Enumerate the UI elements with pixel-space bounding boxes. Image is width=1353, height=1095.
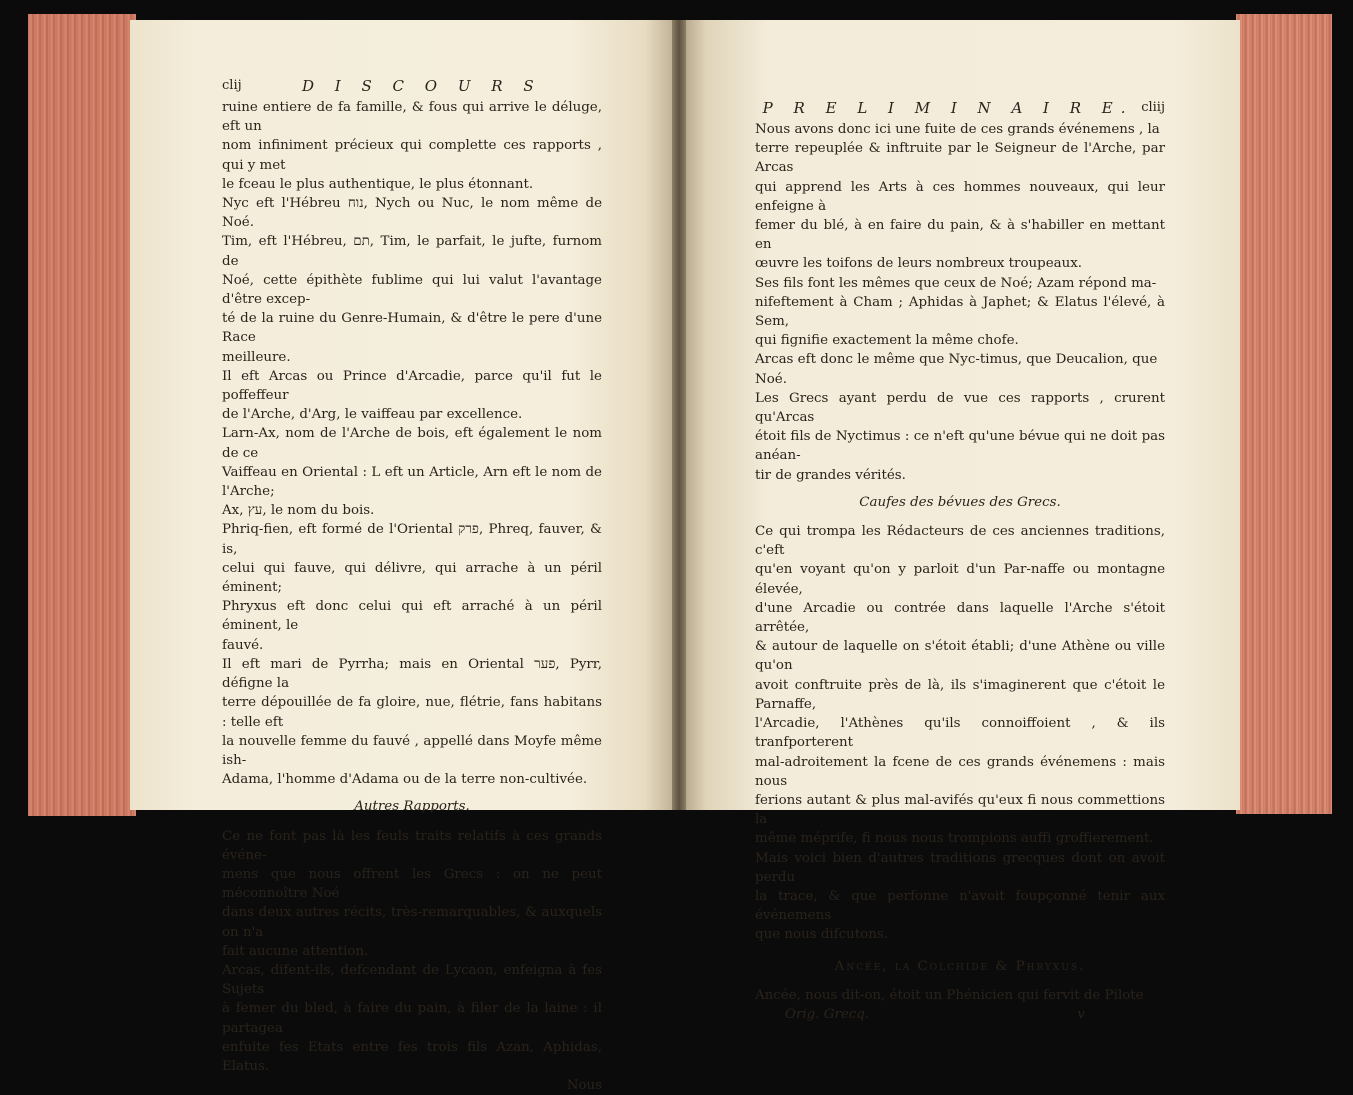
text-line: Phryxus eft donc celui qui eft arraché à un péril éminent, le	[222, 599, 602, 634]
right-page-edges	[1236, 14, 1332, 814]
text-line: à femer du bled, à faire du pain, à filer de la laine : il partagea	[222, 1001, 602, 1036]
text-line: terre dépouillée de fa gloire, nue, flétrie, fans habitans : telle eft	[222, 695, 602, 730]
text-line: Noé, cette épithète fublime qui lui valut l'avantage d'être excep-	[222, 272, 602, 308]
text-line: le fceau le plus authentique, le plus étonnant.	[222, 176, 534, 192]
text-line: l'Arcadie, l'Athènes qu'ils connoiffoient , & ils tranfporterent	[755, 716, 1165, 751]
text-line: Ax, עץ, le nom du bois.	[222, 503, 375, 519]
text-line: qui apprend les Arts à ces hommes nouveaux, qui leur enfeigne à	[755, 179, 1165, 214]
text-line: nifeftement à Cham ; Aphidas à Japhet; & Elatus l'élevé, à Sem,	[755, 294, 1165, 330]
text-line: de l'Arche, d'Arg, le vaiffeau par excellence.	[222, 407, 523, 423]
right-running-head	[755, 98, 1165, 118]
left-subheading: Autres Rapports.	[354, 799, 470, 815]
text-line: té de la ruine du Genre-Humain, & d'être le pere d'une Race	[222, 311, 602, 346]
text-line: la nouvelle femme du fauvé , appellé dans Moyfe même ish-	[222, 733, 602, 768]
text-line: meilleure.	[222, 349, 291, 365]
text-line: Ce ne font pas là les feuls traits relatifs à ces grands événe-	[222, 828, 602, 863]
text-line: Il eft Arcas ou Prince d'Arcadie, parce qu'il fut le poffeffeur	[222, 368, 602, 404]
left-page-text	[222, 76, 602, 1095]
text-line: Nous avons donc ici une fuite de ces grands événemens , la	[755, 122, 1160, 137]
text-line: qu'en voyant qu'on y parloit d'un Par-naffe ou montagne élevée,	[755, 562, 1165, 597]
text-line: mens que nous offrent les Grecs : on ne peut méconnoître Noé	[222, 866, 602, 902]
text-line: Vaiffeau en Oriental : L eft un Article, Arn eft le nom de l'Arche;	[222, 464, 602, 500]
text-line: la trace, & que perfonne n'avoit foupçonné tenir aux événemens	[755, 888, 1165, 924]
text-line: femer du blé, à en faire du pain, & à s'habiller en mettant en	[755, 218, 1165, 253]
text-line: terre repeuplée & inftruite par le Seigneur de l'Arche, par Arcas	[755, 141, 1165, 176]
right-running-title: P R E L I M I N A I R E.	[762, 99, 1134, 117]
text-line: dans deux autres récits, très-remarquables, & auxquels on n'a	[222, 905, 602, 940]
right-paragraphs-2	[755, 522, 1165, 944]
text-line: celui qui fauve, qui délivre, qui arrache à un péril éminent;	[222, 560, 602, 596]
text-line: Nyc eft l'Hébreu נוח, Nych ou Nuc, le nom même de Noé.	[222, 196, 602, 231]
signature-label: Orig. Grecq.	[785, 1006, 870, 1022]
right-paragraphs-3	[755, 986, 1165, 1005]
text-line: Il eft mari de Pyrrha; mais en Oriental פער, Pyrr, défigne la	[222, 656, 602, 692]
text-line: Mais voici bien d'autres traditions grecques dont on avoit perdu	[755, 850, 1165, 885]
text-line: ferions autant & plus mal-avifés qu'eux fi nous commettions la	[755, 792, 1165, 828]
signature-line	[755, 1005, 1165, 1024]
text-line: avoit conftruite près de là, ils s'imaginerent que c'étoit le Parnaffe,	[755, 677, 1165, 712]
left-paragraphs-2	[222, 827, 602, 1077]
left-catchword: Nous	[566, 1078, 602, 1094]
text-line: Les Grecs ayant perdu de vue ces rapports , crurent qu'Arcas	[755, 390, 1165, 426]
right-folio: cliij	[1141, 100, 1165, 115]
right-page-text	[755, 98, 1165, 1024]
text-line: Arcas eft donc le même que Nyc-timus, que Deucalion, que	[755, 352, 1158, 368]
text-line: étoit fils de Nyctimus : ce n'eft qu'une bévue qui ne doit pas anéan-	[755, 429, 1165, 464]
text-line: mal-adroitement la fcene de ces grands événemens : mais nous	[755, 754, 1165, 789]
right-subheading: Caufes des bévues des Grecs.	[859, 494, 1061, 510]
text-line: Ce qui trompa les Rédacteurs de ces anciennes traditions, c'eft	[755, 524, 1165, 559]
left-running-head	[222, 76, 602, 96]
text-line: même méprife, fi nous nous trompions auffi groffierement.	[755, 831, 1154, 847]
text-line: Noé.	[755, 371, 787, 387]
text-line: & autour de laquelle on s'étoit établi; d'une Athène ou ville qu'on	[755, 639, 1165, 674]
text-line: fait aucune attention.	[222, 943, 369, 959]
left-running-title: D I S C O U R S	[302, 77, 542, 95]
text-line: ruine entiere de fa famille, & fous qui arrive le déluge, eft un	[222, 100, 602, 135]
text-line: Ses fils font les mêmes que ceux de Noé; Azam répond ma-	[755, 275, 1157, 291]
text-line: nom infiniment précieux qui complette ces rapports , qui y met	[222, 138, 602, 173]
text-line: enfuite fes Etats entre fes trois fils Azan, Aphidas, Elatus.	[222, 1039, 602, 1074]
right-section-heading: Ancée, la Colchide & Phryxus.	[834, 958, 1086, 974]
text-line: Adama, l'homme d'Adama ou de la terre non-cultivée.	[222, 772, 588, 788]
text-line: œuvre les toifons de leurs nombreux troupeaux.	[755, 256, 1083, 272]
right-paragraphs	[755, 120, 1165, 485]
text-line: fauvé.	[222, 637, 264, 653]
text-line: Larn-Ax, nom de l'Arche de bois, eft également le nom de ce	[222, 426, 602, 461]
left-paragraphs	[222, 98, 602, 789]
signature-mark: v	[1077, 1006, 1085, 1022]
text-line: que nous difcutons.	[755, 927, 888, 943]
left-page-edges	[28, 14, 136, 816]
text-line: Phriq-fien, eft formé de l'Oriental פרק, Phreq, fauver, & is,	[222, 522, 602, 557]
text-line: Tim, eft l'Hébreu, תם, Tim, le parfait, le jufte, furnom de	[222, 234, 602, 269]
text-line: qui fignifie exactement la même chofe.	[755, 333, 1019, 349]
text-line: tir de grandes vérités.	[755, 467, 906, 483]
book-gutter	[672, 20, 686, 810]
text-line: Ancée, nous dit-on, étoit un Phénicien qui fervit de Pilote	[755, 987, 1144, 1003]
text-line: d'une Arcadie ou contrée dans laquelle l'Arche s'étoit arrêtée,	[755, 600, 1165, 636]
text-line: Arcas, difent-ils, defcendant de Lycaon, enfeigna à fes Sujets	[222, 962, 602, 998]
left-folio: clij	[222, 78, 242, 93]
